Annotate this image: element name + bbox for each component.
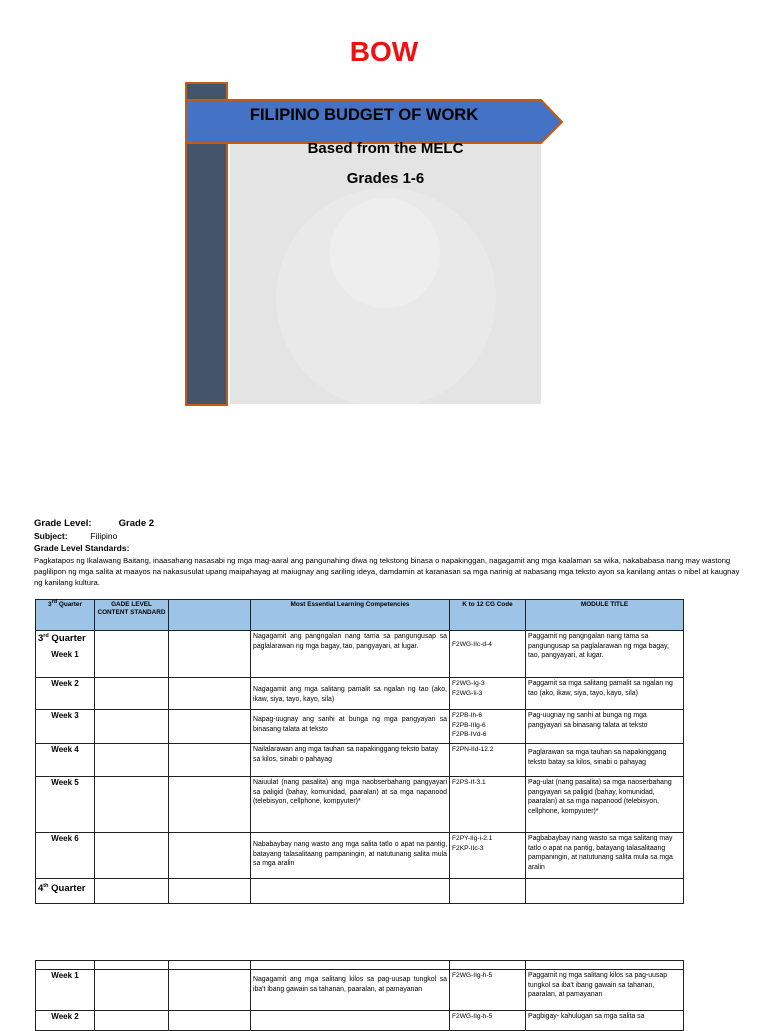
module-cell: Pag-ulat (nang pasalita) sa mga naoserbahang pangyayari sa paligid (bahay, komunidad, paaralan) at sa mga napanood (telebisyon, cellphone, kompyuter)*	[526, 777, 684, 833]
melc-cell	[251, 1011, 450, 1031]
melc-cell	[251, 879, 450, 904]
table-row	[36, 879, 684, 904]
blank-cell	[169, 879, 251, 904]
melc-cell: Nailalarawan ang mga tauhan sa napakinggang teksto batay sa kilos, sinabi o pahayag	[251, 744, 450, 777]
melc-cell: Nagagamit ang mga salitang pamalit sa ngalan ng tao (ako, ikaw, siya, tayo, kayo, sila)	[251, 678, 450, 710]
blank-cell	[169, 631, 251, 678]
content-standard-cell	[95, 879, 169, 904]
subject-label: Subject:	[34, 531, 68, 541]
table-row	[36, 678, 684, 710]
table-row	[36, 631, 684, 678]
content-standard-cell	[95, 710, 169, 744]
module-cell	[526, 879, 684, 904]
table-row	[36, 744, 684, 777]
melc-cell: Naiuulat (nang pasalita) ang mga naobserbahang pangyayari sa paligid (bahay, komunidad, paaralan) at sa mga napanood (telebisyon, cellphone, kompyuter)*	[251, 777, 450, 833]
standards-text: Pagkatapos ng Ikalawang Baitang, inaasahang nasasabi ng mga mag-aaral ang pangunahing diwa ng tekstong binasa o napakinggan, nagagamit ang mga kaalaman sa wika, nakababasa nang may wastong paglilipon ng mga salita at maayos na nakasusulat upang maipahayag at maiugnay ang sariling ideya, damdamin at karanasan sa mga narinig at nabasang mga teksto ayon sa kanilang antas o nibel at kaugnay ng kanilang kultura.	[34, 556, 740, 587]
quarter-label: 3rd Quarter	[38, 632, 86, 644]
week-cell: Week 6	[36, 833, 95, 879]
code-cell: F2PN-IId-12.2	[450, 744, 526, 777]
content-standard-cell	[95, 777, 169, 833]
week-cell: Week 1	[36, 970, 95, 1011]
melc-cell: Nababaybay nang wasto ang mga salita tatlo o apat na pantig, batayang talasalitaang pampaningin, at natutunang salita mula sa mga aralin	[251, 833, 450, 879]
code-cell: F2WG-IIg-h-5	[450, 970, 526, 1011]
budget-table	[35, 599, 684, 904]
cover-grades: Grades 1-6	[346, 170, 425, 187]
blank-cell	[169, 833, 251, 879]
week-cell: Week 2	[36, 1011, 95, 1031]
blank-cell	[169, 777, 251, 833]
module-cell: Paggamit ng mga salitang kilos sa pag-uusap tungkol sa iba't ibang gawain sa tahanan, paaralan, at pamayanan	[526, 970, 684, 1011]
decorative-circle	[330, 198, 440, 308]
blank-cell	[169, 678, 251, 710]
content-standard-cell	[95, 678, 169, 710]
header-melc: Most Essential Learning Competencies	[251, 600, 450, 631]
header-module-title: MODULE TITLE	[526, 600, 684, 631]
table-row	[36, 777, 684, 833]
content-standard-cell	[95, 1011, 169, 1031]
blank-cell	[169, 970, 251, 1011]
module-cell: Pag-uugnay ng sanhi at bunga ng mga pangyayari sa binasang talata at teksto	[526, 710, 684, 744]
module-cell: Pagbabaybay nang wasto sa mga salitang may tatlo o apat na pantig, batayang talasalitaang pampaningin, at natutunang salita mula sa mga aralin	[526, 833, 684, 879]
content-standard-cell	[95, 833, 169, 879]
week-cell: Week 5	[36, 777, 95, 833]
code-cell: F2WG-IIg-h-5	[450, 1011, 526, 1031]
code-cell: F2PY-IIg-i-2.1 F2KP-IIc-3	[450, 833, 526, 879]
grade-level-label: Grade Level:	[34, 518, 92, 529]
week-label: Week 1	[51, 649, 79, 659]
melc-cell: Nagagamit ang mga salitang kilos sa pag-uusap tungkol sa iba't ibang gawain sa tahanan, paaralan, at pamayanan	[251, 970, 450, 1011]
table-row	[36, 710, 684, 744]
week-cell: Week 3	[36, 710, 95, 744]
header-blank	[169, 600, 251, 631]
blank-cell	[169, 710, 251, 744]
module-cell: Paggamit ng pangngalan nang tama sa pangungusap sa paglalarawan ng mga bagay, tao, pangyayari, at lugar.	[526, 631, 684, 678]
budget-table-continued	[35, 960, 684, 1031]
content-standard-cell	[95, 631, 169, 678]
table-row	[36, 833, 684, 879]
page-title: BOW	[349, 36, 419, 67]
module-cell: Paggamit sa mga salitang pamalit sa ngalan ng tao (ako, ikaw, siya, tayo, kayo, sila)	[526, 678, 684, 710]
table-header-row	[36, 961, 684, 970]
melc-cell: Napag-uugnay ang sanhi at bunga ng mga pangyayari sa binasang talata at teksto	[251, 710, 450, 744]
code-cell: F2PB-Ih-6 F2PB-IIIg-6 F2PB-IVd-6	[450, 710, 526, 744]
module-cell: Paglarawan sa mga tauhan sa napakinggang teksto batay sa kilos, sinabi o pahayag	[526, 744, 684, 777]
week-cell: Week 2	[36, 678, 95, 710]
blank-cell	[169, 744, 251, 777]
cover-subtitle: Based from the MELC	[307, 140, 464, 157]
quarter-label: 4th Quarter	[36, 879, 95, 904]
banner-title: FILIPINO BUDGET OF WORK	[249, 106, 479, 124]
header-content-standard: GADE LEVEL CONTENT STANDARD	[95, 600, 169, 631]
code-cell: F2PS-If-3.1	[450, 777, 526, 833]
document-meta	[34, 518, 744, 588]
cover-panel	[230, 118, 541, 404]
header-quarter: 3rd Quarter	[36, 600, 95, 631]
grade-level-value: Grade 2	[118, 518, 155, 529]
table-row	[36, 1011, 684, 1031]
content-standard-cell	[95, 744, 169, 777]
standards-label: Grade Level Standards:	[34, 543, 130, 553]
melc-cell: Nagagamit ang pangngalan nang tama sa pangungusap sa paglalarawan ng mga bagay, tao, pangyayari, at lugar.	[251, 631, 450, 678]
code-cell	[450, 879, 526, 904]
table-header-row	[36, 600, 684, 631]
blank-cell	[169, 1011, 251, 1031]
week-cell	[36, 631, 95, 678]
content-standard-cell	[95, 970, 169, 1011]
subject-value: Filipino	[90, 531, 118, 541]
table-row	[36, 970, 684, 1011]
week-cell: Week 4	[36, 744, 95, 777]
code-cell: F2WG-IIc-d-4	[450, 631, 526, 678]
code-cell: F2WG-Ig-3 F2WG-Ii-3	[450, 678, 526, 710]
header-code: K to 12 CG Code	[450, 600, 526, 631]
module-cell: Pagbigay- kahulugan sa mga salita sa	[526, 1011, 684, 1031]
